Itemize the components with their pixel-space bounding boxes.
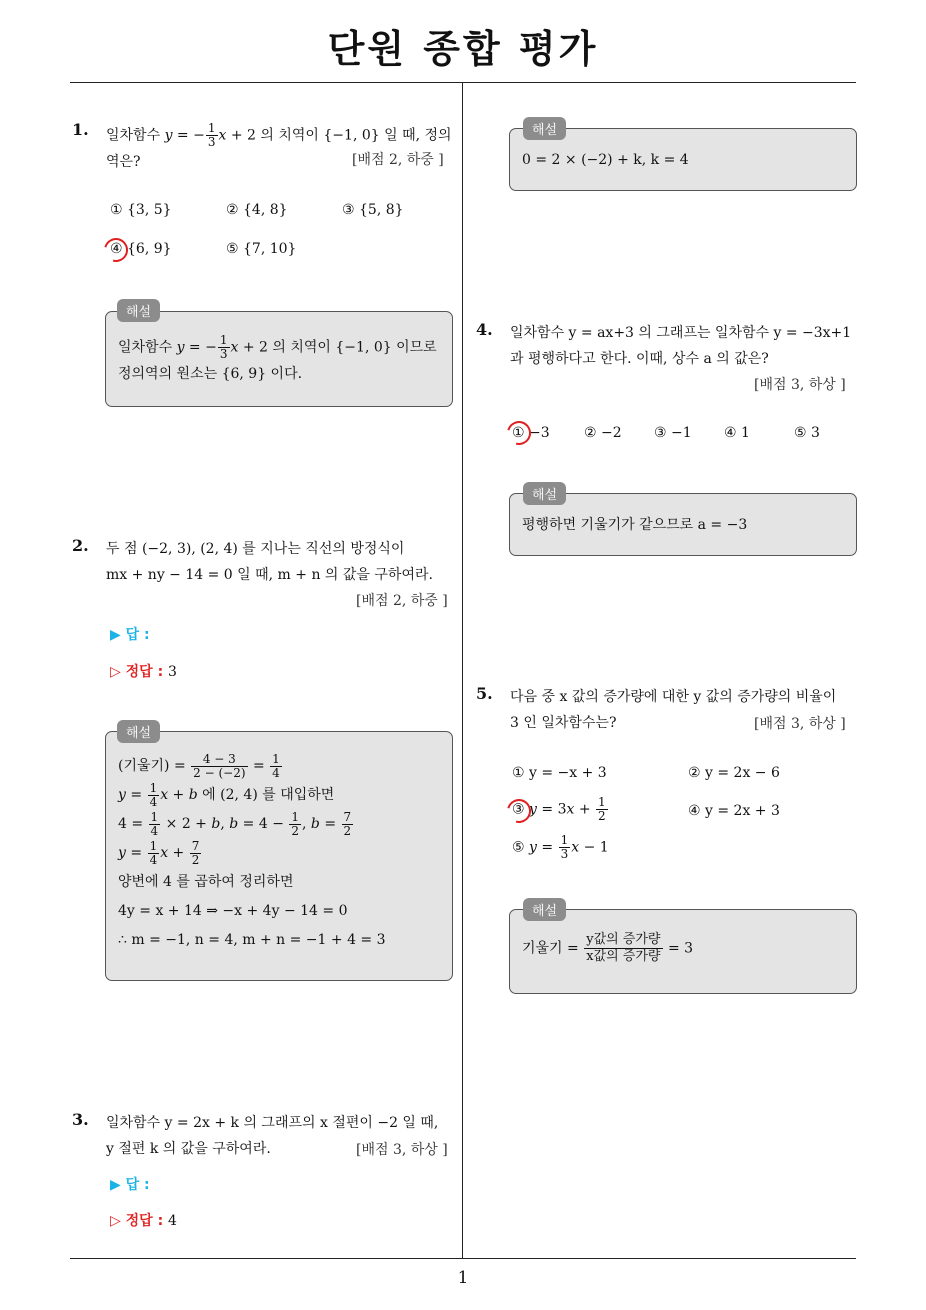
q3-key-label — [110, 1210, 177, 1230]
q1-option-5[interactable]: ⑤ {7, 10} — [226, 241, 297, 257]
q2-exp-line5: 양변에 4 를 곱하여 정리하면 — [118, 874, 294, 890]
q2-line1: 두 점 (−2, 3), (2, 4) 를 지나는 직선의 방정식이 — [106, 541, 405, 557]
q1-option-1[interactable]: ① {3, 5} — [110, 202, 172, 218]
question-2-number: 2. — [72, 536, 89, 555]
q4-explanation-text: 평행하면 기울기가 같으므로 a = −3 — [522, 517, 748, 533]
q2-explanation-tag: 해설 — [117, 720, 160, 743]
question-4-text — [510, 320, 860, 372]
q2-exp-line1: (기울기) = $\frac{4 - 3}{2 - (-2)}$ = $\frac{1}{4}$ — [118, 751, 280, 780]
q4-option-3[interactable]: ③ −1 — [654, 425, 692, 441]
q3-line1: 일차함수 y = 2x + k 의 그래프의 x 절편이 −2 일 때, — [106, 1115, 439, 1131]
q1-explanation-text: 일차함수 y = − $\frac{1}{3}$ x + 2 의 치역이 {−1, 0} 이므로 정의역의 원소는 {6, 9} 이다. — [118, 333, 437, 382]
q5-option-3[interactable]: ③ y = 3x + $\frac{1}{2}$ — [512, 795, 606, 823]
q2-key-label — [110, 661, 177, 681]
q4-line2: 과 평행하다고 한다. 이때, 상수 a 의 값은? — [510, 351, 769, 367]
q5-exp-prefix: 기울기 = — [522, 940, 579, 957]
q1-exp-line2: 정의역의 원소는 {6, 9} 이다. — [118, 366, 303, 382]
q5-exp-fraction — [584, 932, 662, 965]
q3-explanation-text: 0 = 2 × (−2) + k, k = 4 — [522, 152, 689, 168]
question-2-score: [배점 2, 하중 ] — [356, 593, 448, 609]
q1-text-a: 일차함수 — [106, 127, 161, 144]
q1-explanation-tag: 해설 — [117, 299, 160, 322]
q1-option-2[interactable]: ② {4, 8} — [226, 202, 288, 218]
q5-option-5[interactable]: ⑤ y = $\frac{1}{3}$ x − 1 — [512, 833, 609, 861]
q5-option-3-number: ③ — [512, 801, 525, 818]
question-1-score: [배점 2, 하중 ] — [352, 152, 444, 168]
q3-explanation-tag: 해설 — [523, 117, 566, 140]
q1-exp-line1-a: 일차함수 — [118, 339, 173, 356]
q2-exp-line7: ∴ m = −1, n = 4, m + n = −1 + 4 = 3 — [118, 932, 386, 948]
q1-exp-line1-b: 의 치역이 {−1, 0} 이므로 — [272, 339, 437, 356]
q5-exp-denominator: x값의 증가량 — [586, 949, 661, 964]
q5-option-2[interactable]: ② y = 2x − 6 — [688, 765, 780, 781]
q1-explanation-box — [105, 311, 453, 407]
q2-exp-line6: 4y = x + 14 ⇒ −x + 4y − 14 = 0 — [118, 903, 348, 919]
question-5-number: 5. — [476, 684, 493, 703]
q5-explanation-tag: 해설 — [523, 898, 566, 921]
page-title: 단원 종합 평가 — [327, 27, 599, 71]
page-number: 1 — [457, 1268, 469, 1288]
q2-key-value: 3 — [168, 664, 177, 680]
bottom-divider — [70, 1258, 856, 1259]
q4-option-1[interactable]: ① −3 — [512, 425, 550, 441]
q4-option-5[interactable]: ⑤ 3 — [794, 425, 820, 441]
q1-text-c: 역은? — [106, 154, 141, 170]
q5-line1: 다음 중 x 값의 증가량에 대한 y 값의 증가량의 비율이 — [510, 689, 837, 705]
q1-text-b: 의 치역이 {−1, 0} 일 때, 정의 — [260, 127, 452, 144]
question-4-score: [배점 3, 하상 ] — [754, 377, 846, 393]
q2-answer-label: ▶ 답 : — [110, 627, 150, 643]
q3-key-label-text: ▷ 정답 : — [110, 1213, 164, 1229]
question-4-number: 4. — [476, 320, 493, 339]
q3-key-value: 4 — [168, 1213, 177, 1229]
q1-selected-mark — [100, 234, 133, 267]
q2-line2: mx + ny − 14 = 0 일 때, m + n 의 값을 구하여라. — [106, 567, 433, 583]
q2-explanation-text — [118, 752, 386, 955]
column-divider — [462, 83, 463, 1258]
question-3-number: 3. — [72, 1110, 89, 1129]
q2-key-label-text: ▷ 정답 : — [110, 664, 164, 680]
q2-explanation-box — [105, 731, 453, 981]
question-1-number: 1. — [72, 120, 89, 139]
q1-option-3[interactable]: ③ {5, 8} — [342, 202, 404, 218]
q5-line2: 3 인 일차함수는? — [510, 715, 617, 731]
q4-option-4[interactable]: ④ 1 — [724, 425, 750, 441]
q5-exp-suffix: = 3 — [667, 940, 694, 957]
q5-option-4[interactable]: ④ y = 2x + 3 — [688, 803, 780, 819]
q2-exp-line3: 4 = $\frac{1}{4}$ × 2 + b, b = 4 − $\frac{1}{2}$ , b = $\frac{7}{2}$ — [118, 809, 352, 838]
q5-explanation-text — [522, 932, 693, 965]
q5-explanation-box — [509, 909, 857, 994]
q1-option-4[interactable]: ④ {6, 9} — [110, 241, 172, 257]
q5-option-5-number: ⑤ — [512, 839, 525, 856]
q5-exp-numerator: y값의 증가량 — [586, 932, 661, 947]
q4-option-2[interactable]: ② −2 — [584, 425, 622, 441]
q4-line1: 일차함수 y = ax+3 의 그래프는 일차함수 y = −3x+1 — [510, 325, 852, 341]
q4-explanation-tag: 해설 — [523, 482, 566, 505]
q4-selected-mark — [503, 417, 536, 450]
q5-option-1[interactable]: ① y = −x + 3 — [512, 765, 607, 781]
question-5-score: [배점 3, 하상 ] — [754, 716, 846, 732]
q3-answer-label: ▶ 답 : — [110, 1177, 150, 1193]
top-divider — [70, 82, 856, 83]
q2-exp-line4: y = $\frac{1}{4}$ x + $\frac{7}{2}$ — [118, 838, 200, 867]
question-1-text: 일차함수 y = − $\frac{1}{3}$ x + 2 의 치역이 {−1, 0} 일 때, 정의 역은? — [106, 121, 452, 170]
question-3-score: [배점 3, 하상 ] — [356, 1142, 448, 1158]
q3-line2: y 절편 k 의 값을 구하여라. — [106, 1141, 271, 1157]
q2-exp-line2: y = $\frac{1}{4}$ x + b 에 (2, 4) 를 대입하면 — [118, 780, 335, 809]
question-2-text — [106, 536, 458, 588]
